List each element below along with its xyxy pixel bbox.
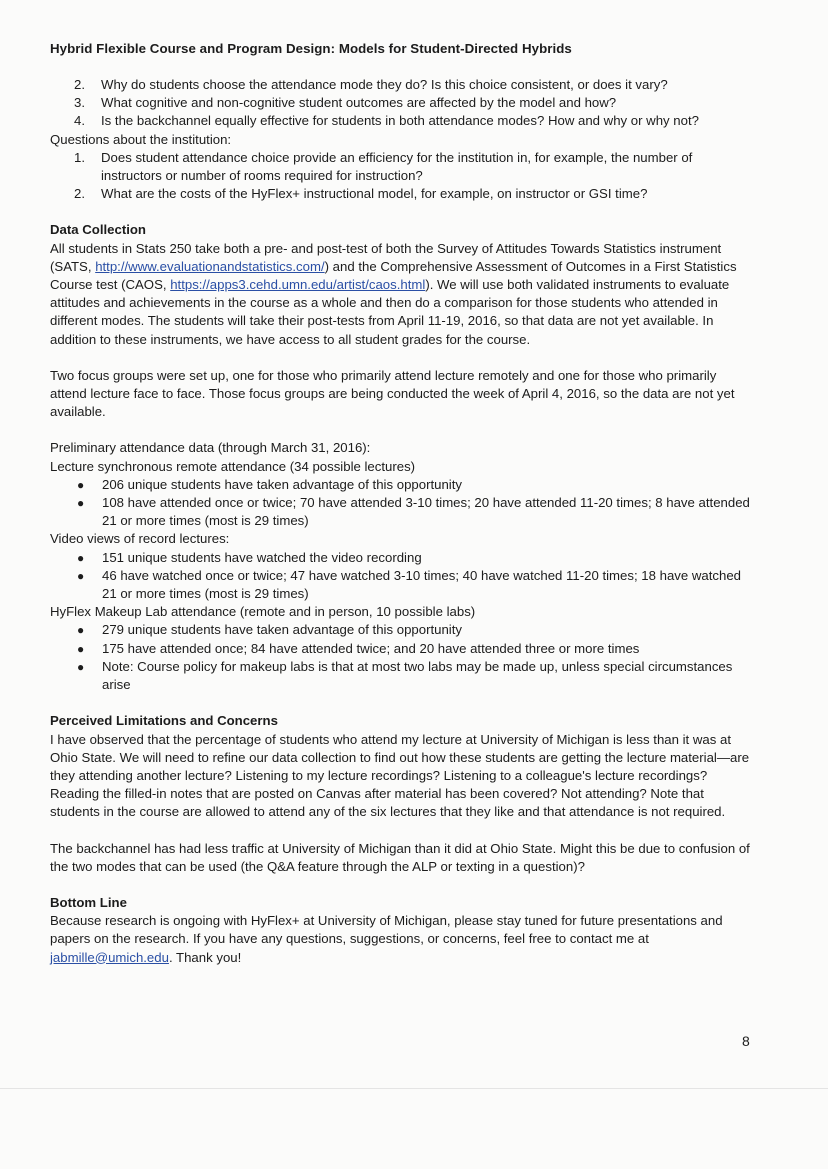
limitations-paragraph: I have observed that the percentage of students who attend my lecture at University of Michigan is less than it was at Ohio State. We will need to refine our data collection to find out how these students are getting the lecture material—are they attending another lecture? Listening to my lecture recordings? Listening to a colleague's lecture recordings? Reading the filled-in notes that are posted on Canvas after material has been covered? Not attending? Note that students in the course are allowed to attend any of the six lectures that they like and that attendance is not required.	[50, 731, 750, 820]
paragraph-text: All students in Stats 250 take both a pre- and post-test of both the Survey of Attitudes Towards Statistics instrument (SATS,	[50, 240, 722, 274]
list-number: 2.	[74, 186, 85, 202]
list-item	[50, 658, 750, 694]
list-item	[50, 149, 750, 185]
bullet-icon: ●	[77, 623, 85, 638]
list-item-text: Why do students choose the attendance mode they do? Is this choice consistent, or does it vary?	[101, 77, 668, 92]
attendance-intro: Preliminary attendance data (through March 31, 2016):	[50, 440, 371, 456]
bullet-icon: ●	[77, 496, 85, 511]
email-link[interactable]: jabmille@umich.edu	[50, 949, 169, 965]
spacer	[50, 421, 750, 439]
page-header: Hybrid Flexible Course and Program Design: Models for Student-Directed Hybrids	[50, 41, 572, 56]
list-item	[50, 549, 750, 567]
sats-link[interactable]: http://www.evaluationandstatistics.com/	[95, 258, 325, 274]
attendance-group-label: HyFlex Makeup Lab attendance (remote and in person, 10 possible labs)	[50, 604, 476, 620]
paragraph-text: Because research is ongoing with HyFlex+ at University of Michigan, please stay tuned for future presentations and papers on the research. If you have any questions, suggestions, or concerns, feel free to contact me at	[50, 913, 723, 947]
bullet-icon: ●	[77, 550, 85, 565]
list-item-text: 151 unique students have watched the video recording	[102, 549, 422, 565]
attendance-group-label: Video views of record lectures:	[50, 531, 230, 547]
spacer	[50, 694, 750, 712]
caos-link[interactable]: https://apps3.cehd.umn.edu/artist/caos.html	[170, 277, 426, 293]
backchannel-paragraph: The backchannel has had less traffic at University of Michigan than it did at Ohio State. Might this be due to confusion of the two modes that can be used (the Q&A feature through the ALP or texting in a question)?	[50, 840, 750, 874]
list-item-text: 206 unique students have taken advantage of this opportunity	[102, 476, 462, 492]
bottom-line-heading: Bottom Line	[50, 894, 127, 910]
list-item-text: What cognitive and non-cognitive student outcomes are affected by the model and how?	[101, 95, 617, 111]
list-item-text: Is the backchannel equally effective for students in both attendance modes? How and why or why not?	[101, 113, 699, 129]
page-number: 8	[742, 1033, 750, 1049]
list-item-text: 108 have attended once or twice; 70 have attended 3-10 times; 20 have attended 11-20 times; 8 have attended 21 or more times (most is 29 times)	[102, 495, 750, 529]
bullet-icon: ●	[77, 477, 85, 492]
page-content	[50, 76, 750, 967]
list-item	[50, 76, 750, 94]
list-number: 1.	[74, 149, 85, 165]
list-item	[50, 112, 750, 130]
paragraph-text: ) and the Comprehensive Assessment of Outcomes in a First Statistics Course test (CAOS,	[50, 258, 737, 293]
focus-groups-paragraph: Two focus groups were set up, one for those who primarily attend lecture remotely and one for those who primarily attend lecture face to face. Those focus groups are being conducted the week of April 4, 2016, so the data are not yet available.	[50, 367, 735, 420]
list-item	[50, 94, 750, 112]
data-collection-paragraph	[50, 240, 750, 349]
list-item-text: 279 unique students have taken advantage of this opportunity	[102, 622, 462, 638]
list-number: 3.	[74, 95, 85, 111]
list-item-text: 175 have attended once; 84 have attended twice; and 20 have attended three or more times	[102, 640, 640, 656]
spacer	[50, 822, 750, 840]
list-number: 2.	[74, 77, 85, 92]
list-number: 4.	[74, 113, 85, 129]
paragraph-text: ). We will use both validated instruments to evaluate attitudes and achievements in the course as a whole and then do a comparison for those students who attended in different modes. The students will take their post-tests from April 11-19, 2016, so that data are not yet available. In addition to these instruments, we have access to all student grades for the course.	[50, 277, 730, 347]
limitations-heading: Perceived Limitations and Concerns	[50, 713, 278, 729]
attendance-group-label: Lecture synchronous remote attendance (34 possible lectures)	[50, 458, 416, 474]
data-collection-heading: Data Collection	[50, 222, 146, 238]
list-item-text: Note: Course policy for makeup labs is that at most two labs may be made up, unless special circumstances arise	[102, 658, 733, 693]
list-item	[50, 476, 750, 494]
institution-questions-list	[50, 149, 750, 204]
attendance-bullets-video	[50, 549, 750, 604]
list-item-text: What are the costs of the HyFlex+ instructional model, for example, on instructor or GSI time?	[101, 186, 648, 202]
attendance-bullets-lab	[50, 621, 750, 694]
student-questions-list	[50, 76, 750, 131]
attendance-bullets-lecture	[50, 476, 750, 531]
spacer	[50, 349, 750, 367]
list-item	[50, 621, 750, 639]
spacer	[50, 876, 750, 894]
list-item	[50, 185, 750, 203]
list-item-text: 46 have watched once or twice; 47 have watched 3-10 times; 40 have watched 11-20 times; 18 have watched 21 or more times (most is 29 times)	[102, 567, 742, 602]
bullet-icon: ●	[77, 659, 85, 674]
bottom-line-paragraph	[50, 912, 750, 967]
institution-questions-label: Questions about the institution:	[50, 131, 232, 147]
bullet-icon: ●	[77, 641, 85, 656]
list-item	[50, 640, 750, 658]
list-item	[50, 494, 750, 530]
spacer	[50, 203, 750, 221]
list-item	[50, 567, 750, 603]
list-item-text: Does student attendance choice provide an efficiency for the institution in, for example, the number of instructors or number of rooms required for instruction?	[101, 149, 693, 184]
paragraph-text: . Thank you!	[168, 949, 242, 965]
bullet-icon: ●	[77, 568, 85, 583]
page-bottom-divider	[0, 1088, 828, 1089]
